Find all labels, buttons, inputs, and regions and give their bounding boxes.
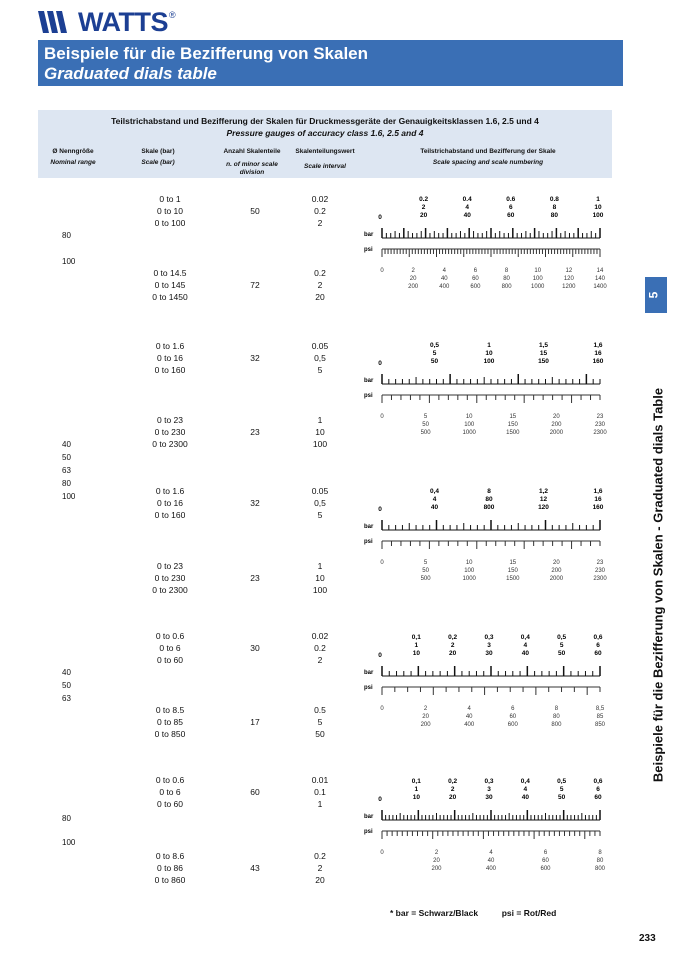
bar-axis-label: bar [364,378,374,384]
scale-range: 0 to 14.5 [153,268,187,278]
bar-tick-label: 6 [508,204,513,211]
bar-tick-label: 80 [485,496,493,503]
psi-tick-label: 0 [380,414,384,420]
psi-tick-label: 0 [380,850,384,856]
bar-zero-label: 0 [378,506,382,513]
nominal-size: 100 [62,838,76,847]
bar-tick-label: 0,6 [593,634,603,641]
scale-range: 0 to 850 [154,729,186,739]
psi-tick-label: 14 [596,268,604,274]
bar-tick-label: 4 [523,786,528,793]
col-interval-de: Skalenteilungswert [295,148,355,155]
footnote: * bar = Schwarz/Black psi = Rot/Red [390,908,557,918]
bar-tick-label: 8 [552,204,557,211]
bar-tick-label: 0,1 [411,634,421,641]
psi-tick-label: 2000 [549,430,564,436]
bar-tick-label: 0.8 [549,196,559,203]
psi-tick-label: 80 [553,714,560,720]
bar-tick-label: 6 [596,786,600,793]
scale-interval: 2 [317,218,323,228]
bar-axis-label: bar [364,670,374,676]
page-header [38,40,623,86]
bar-tick-label: 160 [592,504,604,511]
scale-range: 0 to 160 [154,510,186,520]
bar-tick-label: 20 [419,212,428,219]
psi-tick-label: 8 [554,706,559,712]
bar-tick-label: 0.2 [419,196,429,203]
scale-interval: 10 [315,427,325,437]
nominal-size: 50 [62,681,71,690]
psi-tick-label: 1000 [462,576,476,582]
psi-axis-label: psi [364,247,373,253]
psi-tick-label: 2 [411,268,415,274]
bar-tick-label: 0,4 [520,778,530,785]
bar-tick-label: 50 [430,358,439,365]
page-title-en: Graduated dials table [44,64,217,83]
scale-svg [362,628,610,743]
psi-tick-label: 600 [507,722,518,728]
scale-interval: 20 [315,292,325,302]
scale-interval: 1 [317,561,323,571]
bar-tick-label: 1,6 [593,488,603,495]
bar-axis-label: bar [364,814,374,820]
nominal-size: 80 [62,479,71,488]
minor-divisions: 43 [250,863,260,873]
bar-tick-label: 2 [450,642,455,649]
psi-axis-label: psi [364,539,373,545]
psi-tick-label: 100 [464,422,475,428]
psi-tick-label: 6 [473,268,478,274]
scale-diagram [362,772,610,887]
bar-tick-label: 50 [558,650,566,657]
psi-tick-label: 40 [440,276,448,282]
psi-tick-label: 0 [380,560,384,566]
bar-tick-label: 1 [596,196,600,203]
scale-interval: 0.01 [311,775,329,785]
bar-tick-label: 60 [594,794,602,801]
bar-tick-label: 30 [485,794,493,801]
bar-tick-label: 150 [538,358,549,365]
bar-tick-label: 20 [449,794,457,801]
bar-tick-label: 100 [592,212,604,219]
bar-tick-label: 40 [463,212,471,219]
psi-tick-label: 600 [540,866,551,872]
psi-tick-label: 60 [472,276,479,282]
psi-tick-label: 2 [423,706,428,712]
bar-tick-label: 0,1 [411,778,421,785]
bar-tick-label: 1 [414,786,419,793]
bar-tick-label: 800 [483,504,495,511]
scale-interval: 0.2 [314,268,326,278]
psi-tick-label: 2300 [593,576,607,582]
psi-tick-label: 50 [422,568,429,574]
nominal-size: 80 [62,814,71,823]
psi-tick-label: 140 [594,276,606,282]
scale-interval: 100 [312,439,328,449]
minor-divisions: 23 [250,427,260,437]
scale-diagram [362,336,610,451]
psi-tick-label: 10 [465,414,473,420]
psi-tick-label: 800 [501,284,512,290]
psi-tick-label: 80 [503,276,510,282]
bar-tick-label: 1 [414,642,419,649]
psi-tick-label: 200 [408,284,419,290]
psi-tick-label: 200 [431,866,442,872]
psi-tick-label: 6 [543,850,548,856]
scale-svg [362,772,610,887]
bar-tick-label: 100 [483,358,495,365]
psi-tick-label: 5 [423,560,428,566]
scale-interval: 100 [312,585,328,595]
col-nominal-size-en: Nominal range [50,159,96,166]
chapter-number: 5 [646,291,661,299]
bar-tick-label: 4 [523,642,528,649]
bar-tick-label: 50 [558,794,566,801]
scale-range: 0 to 0.6 [155,775,185,785]
scale-range: 0 to 8.5 [155,705,185,715]
scale-range: 0 to 16 [157,353,183,363]
bar-tick-label: 0,3 [484,778,494,785]
bar-tick-label: 60 [507,212,515,219]
psi-tick-label: 1500 [506,430,520,436]
psi-tick-label: 40 [465,714,473,720]
psi-tick-label: 230 [594,422,606,428]
bar-tick-label: 4 [465,204,470,211]
psi-tick-label: 150 [507,568,518,574]
psi-tick-label: 20 [409,276,417,282]
scale-interval: 0.2 [314,643,326,653]
minor-divisions: 23 [250,573,260,583]
bar-tick-label: 0,2 [448,634,458,641]
scale-interval: 5 [317,365,323,375]
bar-tick-label: 20 [449,650,457,657]
psi-tick-label: 4 [442,268,446,274]
psi-tick-label: 23 [596,414,604,420]
scale-interval: 0.05 [311,341,329,351]
psi-tick-label: 1400 [593,284,607,290]
bar-tick-label: 0,5 [557,778,567,785]
scale-range: 0 to 6 [159,787,181,797]
bar-tick-label: 10 [485,350,493,357]
page-number: 233 [639,933,656,944]
psi-tick-label: 40 [487,858,495,864]
scale-interval: 5 [317,510,323,520]
bar-tick-label: 0.6 [506,196,516,203]
nominal-size: 80 [62,231,71,240]
minor-divisions: 32 [250,353,260,363]
nominal-size: 63 [62,466,71,475]
bar-axis-label: bar [364,524,374,530]
scale-range: 0 to 0.6 [155,631,185,641]
psi-tick-label: 2 [434,850,439,856]
scale-range: 0 to 230 [154,573,186,583]
scale-diagram [362,628,610,743]
bar-tick-label: 6 [596,642,600,649]
psi-tick-label: 120 [563,276,574,282]
psi-tick-label: 100 [464,568,475,574]
scale-interval: 0,5 [314,353,326,363]
psi-tick-label: 200 [551,568,562,574]
psi-tick-label: 20 [553,414,560,420]
scale-range: 0 to 23 [157,561,183,571]
side-title-text: Beispiele für die Bezifferung von Skalen - Graduated dials Table [650,387,666,783]
scale-range: 0 to 1 [159,194,181,204]
scale-interval: 2 [317,280,323,290]
side-title [648,323,668,848]
bar-axis-label: bar [364,232,374,238]
scale-range: 0 to 60 [157,655,183,665]
psi-tick-label: 100 [532,276,543,282]
scale-interval: 50 [315,729,325,739]
nominal-size: 50 [62,453,71,462]
scale-range: 0 to 23 [157,415,183,425]
psi-tick-label: 1000 [531,284,545,290]
bar-tick-label: 0,2 [448,778,458,785]
brand-registered: ® [168,10,176,20]
psi-tick-label: 0 [380,706,384,712]
minor-divisions: 32 [250,498,260,508]
bar-tick-label: 0,3 [484,634,494,641]
bar-tick-label: 40 [521,650,529,657]
bar-tick-label: 160 [592,358,604,365]
col-spacing-de: Teilstrichabstand und Bezifferung der Skale [420,148,556,155]
psi-tick-label: 600 [470,284,481,290]
scale-interval: 20 [315,875,325,885]
scale-range: 0 to 860 [154,875,186,885]
psi-tick-label: 800 [594,866,606,872]
psi-tick-label: 500 [420,576,431,582]
nominal-size: 100 [62,257,76,266]
psi-tick-label: 8 [504,268,509,274]
bar-tick-label: 3 [487,642,491,649]
col-spacing-en: Scale spacing and scale numbering [432,159,544,166]
psi-tick-label: 400 [464,722,475,728]
psi-tick-label: 20 [553,560,560,566]
bar-tick-label: 40 [430,504,439,511]
psi-tick-label: 1000 [462,430,476,436]
bar-tick-label: 1,6 [593,342,603,349]
psi-tick-label: 60 [509,714,517,720]
scale-range: 0 to 1.6 [155,341,185,351]
bar-tick-label: 16 [594,496,602,503]
col-nominal-size-de: Ø Nenngröße [52,148,94,155]
scale-interval: 0.1 [314,787,326,797]
psi-axis-label: psi [364,829,373,835]
nominal-size: 40 [62,668,71,677]
scale-range: 0 to 2300 [152,439,188,449]
scale-range: 0 to 6 [159,643,181,653]
scale-interval: 2 [317,863,323,873]
psi-tick-label: 500 [420,430,431,436]
psi-tick-label: 8 [598,850,602,856]
bar-tick-label: 1,5 [538,342,549,349]
psi-tick-label: 200 [420,722,431,728]
scale-svg [362,336,610,451]
bar-tick-label: 120 [538,504,549,511]
bar-tick-label: 0,5 [429,342,440,349]
psi-tick-label: 4 [489,850,493,856]
scale-svg [362,190,610,305]
psi-tick-label: 50 [422,422,429,428]
scale-interval: 1 [317,415,323,425]
scale-range: 0 to 16 [157,498,183,508]
minor-divisions: 17 [250,717,260,727]
bar-tick-label: 1 [487,342,491,349]
col-scale-de: Skale (bar) [141,148,175,155]
bar-tick-label: 3 [487,786,491,793]
bar-tick-label: 0.4 [462,196,472,203]
nominal-size: 40 [62,440,71,449]
bar-tick-label: 60 [594,650,602,657]
bar-tick-label: 30 [485,650,493,657]
psi-tick-label: 150 [507,422,518,428]
bar-tick-label: 10 [412,650,420,657]
bar-zero-label: 0 [378,360,382,367]
scale-range: 0 to 10 [157,206,183,216]
scale-interval: 0.02 [311,631,329,641]
scale-range: 0 to 85 [157,717,183,727]
table-header [38,110,612,178]
psi-tick-label: 200 [551,422,562,428]
bar-tick-label: 0,6 [593,778,603,785]
psi-tick-label: 850 [594,722,606,728]
psi-tick-label: 80 [596,858,604,864]
scale-range: 0 to 1450 [152,292,188,302]
nominal-size: 63 [62,694,71,703]
psi-tick-label: 10 [465,560,473,566]
bar-tick-label: 4 [432,496,437,503]
psi-tick-label: 0 [380,268,384,274]
scale-range: 0 to 230 [154,427,186,437]
psi-tick-label: 2000 [549,576,564,582]
scale-interval: 0.5 [314,705,326,715]
scale-range: 0 to 2300 [152,585,188,595]
scale-interval: 1 [317,799,323,809]
psi-tick-label: 15 [509,560,517,566]
psi-tick-label: 400 [439,284,450,290]
minor-divisions: 30 [250,643,260,653]
scale-interval: 10 [315,573,325,583]
col-divisions-de: Anzahl Skalenteile [223,148,281,155]
bar-tick-label: 2 [421,204,426,211]
table-title-en: Pressure gauges of accuracy class 1.6, 2.5 and 4 [226,128,424,138]
bar-zero-label: 0 [378,652,382,659]
psi-tick-label: 800 [551,722,562,728]
bar-tick-label: 10 [412,794,420,801]
bar-tick-label: 15 [539,350,548,357]
bar-tick-label: 10 [594,204,602,211]
minor-divisions: 50 [250,206,260,216]
bar-tick-label: 40 [521,794,529,801]
table-title-de: Teilstrichabstand und Bezifferung der Skalen für Druckmessgeräte der Genauigkeitsklassen 1.6, 2.5 und 4 [111,116,539,126]
psi-tick-label: 12 [565,268,573,274]
bar-tick-label: 0,4 [520,634,530,641]
psi-tick-label: 6 [511,706,515,712]
scale-interval: 5 [317,717,323,727]
scale-interval: 0.2 [314,206,326,216]
scale-svg [362,482,610,597]
bar-zero-label: 0 [378,796,382,803]
bar-tick-label: 16 [594,350,602,357]
scale-interval: 2 [317,655,323,665]
psi-tick-label: 15 [509,414,517,420]
psi-tick-label: 10 [534,268,542,274]
psi-axis-label: psi [364,393,373,399]
watts-logo-mark [38,9,78,35]
col-divisions-en: n. of minor scale division [226,161,278,176]
bar-tick-label: 5 [559,786,564,793]
bar-zero-label: 0 [378,214,382,221]
psi-tick-label: 60 [542,858,549,864]
scale-range: 0 to 60 [157,799,183,809]
brand-name: WATTS [78,7,168,37]
chapter-tab [645,277,667,313]
scale-range: 0 to 160 [154,365,186,375]
page-title-de: Beispiele für die Bezifferung von Skalen [44,44,369,63]
scale-range: 0 to 8.6 [155,851,185,861]
psi-tick-label: 400 [485,866,497,872]
psi-tick-label: 20 [422,714,429,720]
watts-logo [38,8,176,36]
bar-tick-label: 5 [432,350,437,357]
bar-tick-label: 80 [550,212,559,219]
psi-tick-label: 23 [596,560,604,566]
bar-tick-label: 0,5 [557,634,567,641]
nominal-size: 100 [62,492,76,501]
psi-tick-label: 1200 [562,284,576,290]
scale-interval: 0.02 [311,194,329,204]
scale-diagram [362,482,610,597]
col-scale-en: Scale (bar) [141,159,175,166]
psi-tick-label: 230 [594,568,606,574]
minor-divisions: 60 [250,787,260,797]
scale-range: 0 to 86 [157,863,183,873]
bar-tick-label: 8 [487,488,491,495]
scale-range: 0 to 100 [154,218,186,228]
psi-tick-label: 1500 [506,576,520,582]
scale-diagram [362,190,610,305]
psi-tick-label: 2300 [593,430,607,436]
bar-tick-label: 5 [559,642,564,649]
psi-tick-label: 4 [467,706,471,712]
col-interval-en: Scale interval [304,163,346,170]
scale-interval: 0.05 [311,486,329,496]
scale-interval: 0.2 [314,851,326,861]
minor-divisions: 72 [250,280,260,290]
bar-tick-label: 12 [539,496,548,503]
psi-tick-label: 8,5 [595,706,605,712]
scale-interval: 0,5 [314,498,326,508]
scale-range: 0 to 1.6 [155,486,185,496]
bar-tick-label: 0,4 [429,488,440,495]
bar-tick-label: 1,2 [538,488,549,495]
scale-range: 0 to 145 [154,280,186,290]
psi-tick-label: 5 [423,414,428,420]
bar-tick-label: 2 [450,786,455,793]
psi-tick-label: 20 [433,858,440,864]
psi-tick-label: 85 [596,714,604,720]
psi-axis-label: psi [364,685,373,691]
